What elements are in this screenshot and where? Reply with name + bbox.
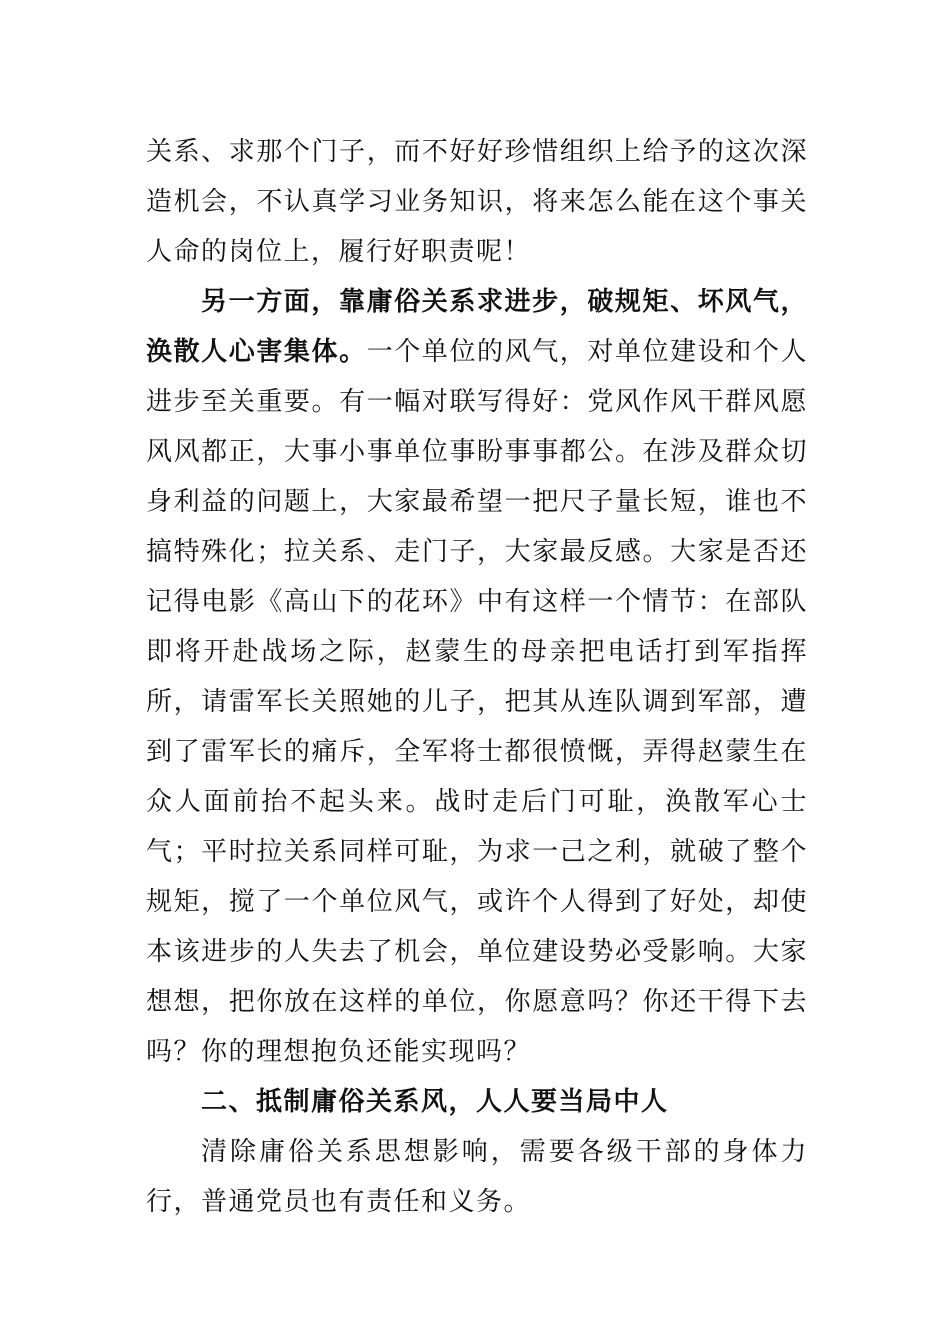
paragraph-another-aspect xyxy=(146,277,808,1077)
paragraph-continuation xyxy=(146,127,808,277)
paragraph-closing xyxy=(146,1127,808,1227)
paragraph-text: 清除庸俗关系思想影响，需要各级干部的身体力行，普通党员也有责任和义务。 xyxy=(146,1137,808,1217)
document-body xyxy=(146,127,808,1227)
section-heading: 二、抵制庸俗关系风，人人要当局中人 xyxy=(201,1087,669,1117)
paragraph-lead-bold: 另一方面，靠庸俗关系求进步，破规矩、坏风气，涣散人心害集体。 xyxy=(146,287,808,367)
paragraph-text: 一个单位的风气，对单位建设和个人进步至关重要。有一幅对联写得好：党风作风干群风愿风风都正，大事小事单位事盼事事都公。在涉及群众切身利益的问题上，大家最希望一把尺子量长短，谁也不搞特殊化；拉关系、走门子，大家最反感。大家是否还记得电影《高山下的花环》中有这样一个情节：在部队即将开赴战场之际，赵蒙生的母亲把电话打到军指挥所，请雷军长关照她的儿子，把其从连队调到军部，遭到了雷军长的痛斥，全军将士都很愤慨，弄得赵蒙生在众人面前抬不起头来。战时走后门可耻，涣散军心士气；平时拉关系同样可耻，为求一己之利，就破了整个规矩，搅了一个单位风气，或许个人得到了好处，却使本该进步的人失去了机会，单位建设势必受影响。大家想想，把你放在这样的单位，你愿意吗？你还干得下去吗？你的理想抱负还能实现吗？ xyxy=(146,337,808,1067)
paragraph-text: 关系、求那个门子，而不好好珍惜组织上给予的这次深造机会，不认真学习业务知识，将来怎么能在这个事关人命的岗位上，履行好职责呢！ xyxy=(146,137,808,267)
